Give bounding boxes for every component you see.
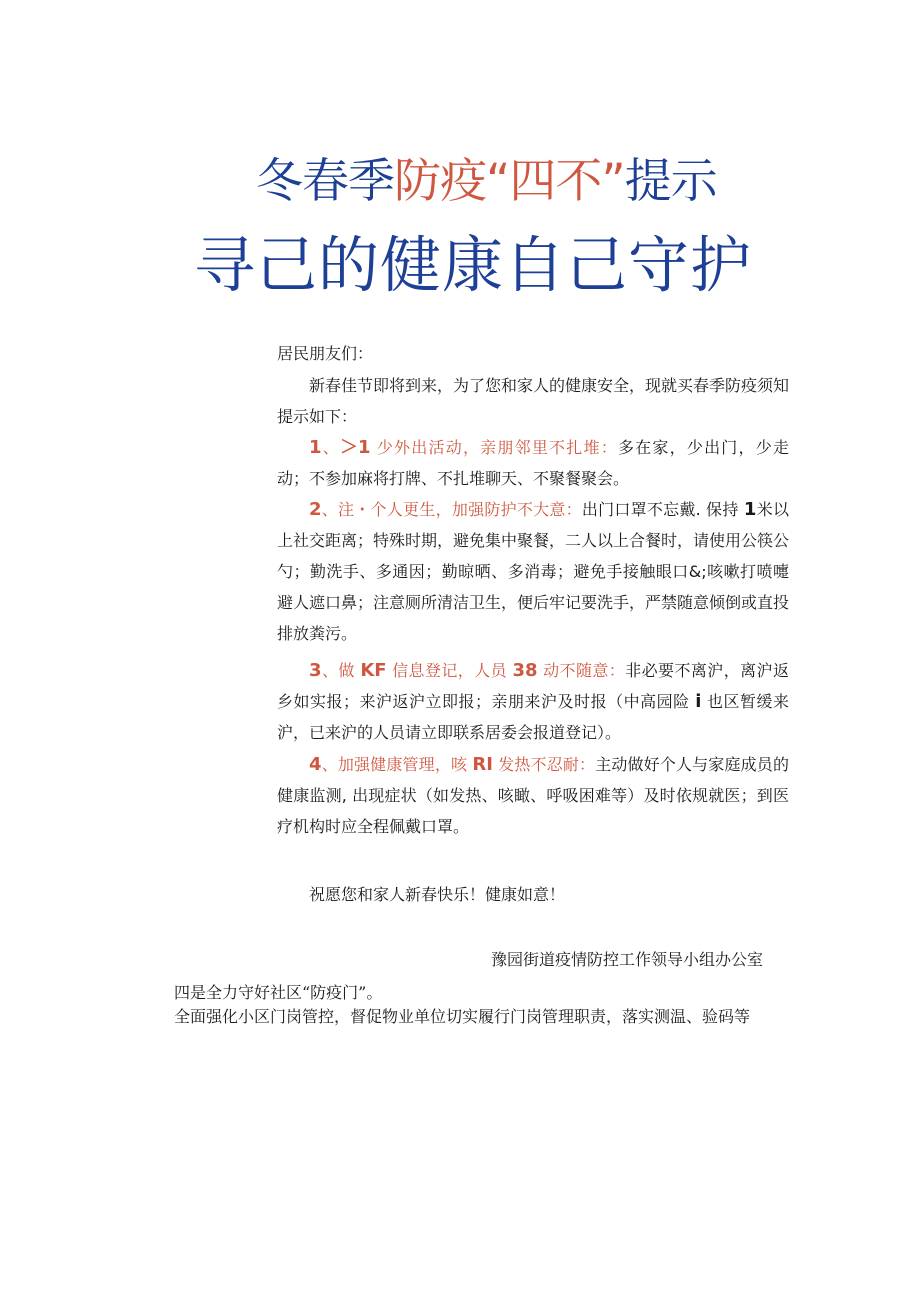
notice-item-2-text (277, 494, 789, 649)
title-part-1: 冬春季 (256, 154, 394, 209)
item-3-body-a: 非必要不离沪，离沪返乡如实报；来沪返沪立即报；亲朋来沪及时报（中高园险 (277, 661, 789, 711)
item-3-heading (309, 661, 625, 680)
item-3-body-strong: i (695, 691, 702, 712)
item-3-head-a: 做 (338, 661, 355, 680)
item-3-head-b: 信息登记，人员 (392, 661, 508, 680)
notice-item-3-text (277, 655, 789, 748)
notice-item-3 (277, 655, 789, 748)
item-3-head-strong-1: KF (360, 660, 387, 681)
item-1-head-a: ＞1 (339, 437, 371, 458)
item-4-head-strong: RI (472, 754, 493, 775)
item-4-heading (309, 755, 595, 774)
title-part-2: 防疫“四不” (394, 154, 625, 209)
item-1-head-b: 少外出活动，亲朋邻里不扎堆： (376, 438, 618, 457)
footer-line-2: 全面强化小区门岗管控，督促物业单位切实履行门岗管理职责，落实测温、验码等 (174, 1007, 751, 1026)
item-1-number: 1 (309, 437, 322, 458)
item-2-body-strong: 1 (743, 499, 757, 520)
item-3-head-strong-2: 38 (512, 660, 538, 681)
item-4-number: 4 (309, 754, 322, 775)
item-1-heading (309, 438, 618, 457)
item-3-sep: 、 (321, 661, 339, 680)
item-2-number: 2 (309, 499, 322, 520)
item-2-body-a: 出门口罩不忘戴. 保持 (581, 500, 739, 519)
item-2-head-b: 注・个人更生，加强防护不大意： (338, 500, 582, 519)
item-3-body-b: 也区暂缓来沪，已来沪的人员请立即联系居委会报道登记）。 (277, 692, 789, 742)
item-1-sep: 、 (321, 438, 340, 457)
footer-line-1: 四是全力守好社区“防疫门”。 (174, 983, 383, 1002)
item-4-head-a: 加强健康管理，咳 (337, 755, 468, 774)
item-2-heading (309, 500, 582, 519)
notice-item-1-text (277, 432, 789, 494)
intro-paragraph (277, 370, 789, 432)
item-1-body: 多在家，少出门，少走动；不参加麻将打牌、不扎堆聊天、不聚餐聚会。 (277, 438, 789, 488)
wish-paragraph (277, 879, 789, 910)
greeting: 居民朋友们： (277, 344, 374, 363)
notice-item-4-text (277, 749, 789, 842)
notice-item-4 (277, 749, 789, 842)
notice-item-2 (277, 494, 789, 649)
intro-text: 新春佳节即将到来，为了您和家人的健康安全，现就买春季防疫须知提示如下： (277, 376, 790, 426)
item-2-sep: 、 (321, 500, 339, 519)
item-2-body-b: 米以上社交距离；特殊时期，避免集中聚餐，二人以上合餐时，请使用公筷公勺；勤洗手、多通因；勤晾晒、多消毒；避免手接触眼口&;咳嗽打喷嚏避人遮口鼻；注意厕所清洁卫生，便后牢记要洗手，严禁随意倾倒或直投排放粪污。 (277, 500, 790, 643)
item-3-number: 3 (309, 660, 322, 681)
title-line-2: 寻己的健康自己守护 (194, 230, 753, 301)
signature: 豫园街道疫情防控工作领导小组办公室 (490, 950, 763, 969)
wish-text: 祝愿您和家人新春快乐！健康如意！ (309, 885, 566, 904)
title-line-1 (256, 152, 717, 212)
item-4-body: 主动做好个人与家庭成员的健康监测, 出现症状（如发热、咳瞰、呼吸困难等）及时依规就医；到医疗机构时应全程佩戴口罩。 (277, 755, 789, 836)
item-4-head-b: 发热不忍耐： (498, 755, 596, 774)
title-part-3: 提示 (624, 154, 717, 209)
notice-item-1 (277, 432, 789, 494)
item-4-sep: 、 (321, 755, 338, 774)
item-3-head-c: 动不随意： (543, 661, 626, 680)
